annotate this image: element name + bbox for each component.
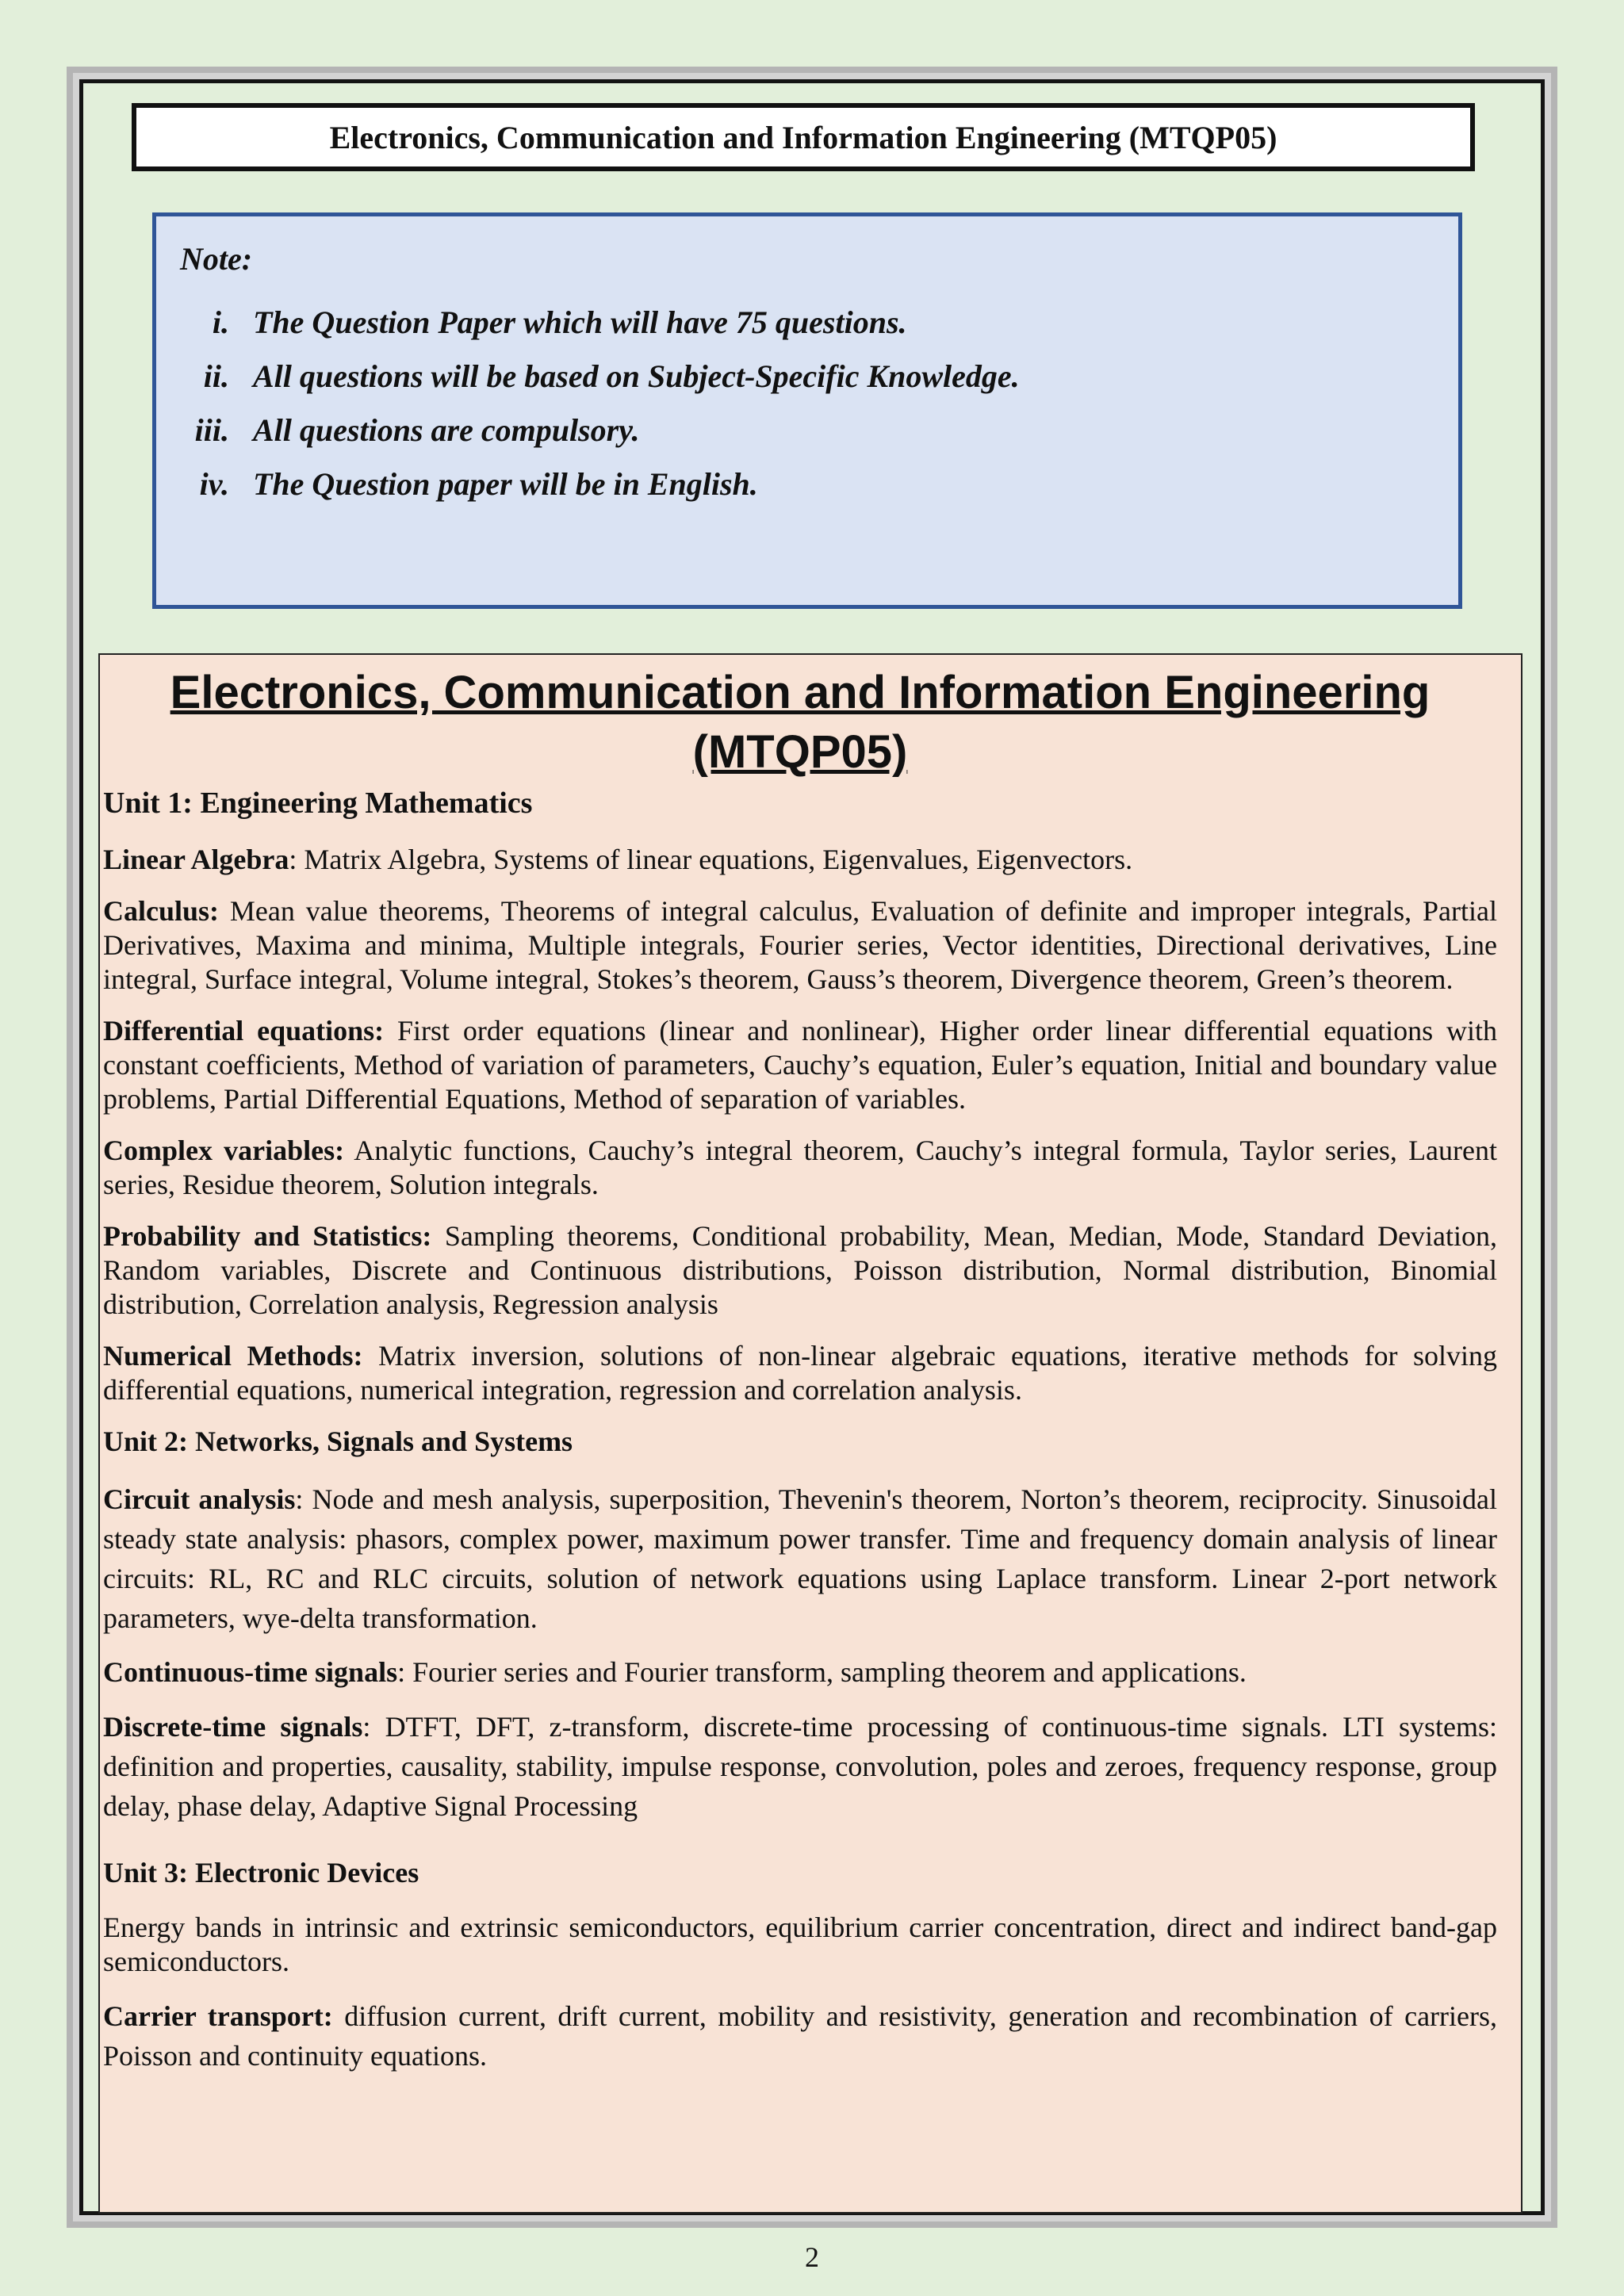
- topic-label: Probability and Statistics:: [103, 1219, 432, 1252]
- topic-label: Calculus:: [103, 894, 220, 927]
- note-item-number: iii.: [194, 411, 229, 448]
- topic-label: Carrier transport:: [103, 1999, 333, 2032]
- topic-label: Linear Algebra: [103, 843, 289, 875]
- topic-paragraph: [103, 1339, 1497, 1407]
- topic-label: Circuit analysis: [103, 1483, 296, 1515]
- topic-label: Discrete-time signals: [103, 1710, 363, 1743]
- topic-label: Continuous-time signals: [103, 1655, 398, 1688]
- topic-separator: [384, 1015, 397, 1047]
- topic-paragraph: [103, 1996, 1497, 2076]
- note-box: [152, 212, 1462, 609]
- topic-text: diffusion current, drift current, mobility and resistivity, generation and recombination of carriers, Poisson and continuity equations.: [103, 1999, 1498, 2072]
- note-item: [180, 295, 1458, 349]
- topic-text: Node and mesh analysis, superposition, Thevenin's theorem, Norton’s theorem, reciprocity. Sinusoidal steady state analysis: phasors, complex power, maximum power transfer. Time and frequency domain analysis of linear circuits: RL, RC and RLC circuits, solution of network equations using Laplace transform. Linear 2-port network parameters, wye-delta transformation.: [103, 1483, 1497, 1634]
- topic-separator: [344, 1135, 354, 1166]
- note-item-number: i.: [212, 304, 229, 340]
- note-label: Note:: [180, 241, 253, 277]
- topic-separator: :: [397, 1655, 413, 1688]
- note-item-text: All questions are compulsory.: [253, 411, 640, 448]
- topic-text: Analytic functions, Cauchy’s integral theorem, Cauchy’s integral formula, Taylor series, Laurent series, Residue theorem, Solution integrals.: [103, 1134, 1498, 1200]
- topic-paragraph: [103, 843, 1497, 877]
- topic-text: Energy bands in intrinsic and extrinsic semiconductors, equilibrium carrier concentration, direct and indirect band-gap semiconductors.: [103, 1911, 1497, 1977]
- syllabus-title: Electronics, Communication and Information Engineering (MTQP05): [170, 667, 1431, 779]
- topic-separator: :: [289, 843, 304, 875]
- topic-paragraph: [103, 1911, 1497, 1979]
- topic-text: Matrix inversion, solutions of non-linear algebraic equations, iterative methods for solving differential equations, numerical integration, regression and correlation analysis.: [103, 1339, 1498, 1406]
- topic-separator: [431, 1220, 444, 1252]
- topic-separator: [333, 2000, 344, 2032]
- unit-heading: Unit 3: Electronic Devices: [103, 1856, 419, 1888]
- note-item: [180, 403, 1458, 457]
- syllabus-box: [98, 653, 1522, 2214]
- note-item-text: All questions will be based on Subject-Specific Knowledge.: [253, 358, 1020, 394]
- topic-text: DTFT, DFT, z-transform, discrete-time processing of continuous-time signals. LTI systems: definition and properties, causality, stability, impulse response, convolution, poles and zeroes, frequency response, group delay, phase delay, Adaptive Signal Processing: [103, 1710, 1497, 1822]
- topic-label: Differential equations:: [103, 1014, 385, 1047]
- topic-separator: :: [362, 1710, 385, 1743]
- topic-paragraph: [103, 1219, 1497, 1322]
- topic-paragraph: [103, 1134, 1497, 1202]
- note-item-number: ii.: [203, 358, 229, 394]
- note-item-text: The Question paper will be in English.: [253, 465, 758, 502]
- unit-heading: Unit 2: Networks, Signals and Systems: [103, 1425, 573, 1457]
- topic-text: Matrix Algebra, Systems of linear equations, Eigenvalues, Eigenvectors.: [304, 843, 1133, 875]
- note-item: [180, 457, 1458, 511]
- topic-text: Fourier series and Fourier transform, sampling theorem and applications.: [412, 1655, 1247, 1688]
- topic-separator: [219, 895, 230, 927]
- topic-paragraph: [103, 1479, 1497, 1638]
- topic-text: First order equations (linear and nonlinear), Higher order linear differential equations with constant coefficients, Method of variation of parameters, Cauchy’s equation, Euler’s equation, Initial and boundary value problems, Partial Differential Equations, Method of separation of variables.: [103, 1014, 1498, 1115]
- header-title-box: [132, 103, 1475, 171]
- topic-separator: :: [295, 1483, 312, 1515]
- note-item-number: iv.: [199, 465, 229, 502]
- topic-text: Sampling theorems, Conditional probability, Mean, Median, Mode, Standard Deviation, Random variables, Discrete and Continuous distributions, Poisson distribution, Normal distribution, Binomial distribution, Correlation analysis, Regression analysis: [103, 1219, 1498, 1320]
- topic-text: Mean value theorems, Theorems of integral calculus, Evaluation of definite and improper integrals, Partial Derivatives, Maxima and minima, Multiple integrals, Fourier series, Vector identities, Directional derivatives, Line integral, Surface integral, Volume integral, Stokes’s theorem, Gauss’s theorem, Divergence theorem, Green’s theorem.: [103, 894, 1497, 995]
- unit-heading: Unit 1: Engineering Mathematics: [103, 786, 533, 820]
- topic-paragraph: [103, 1655, 1497, 1689]
- page-number: 2: [805, 2241, 819, 2273]
- note-item-text: The Question Paper which will have 75 questions.: [253, 304, 907, 340]
- topic-paragraph: [103, 1014, 1497, 1116]
- topic-paragraph: [103, 1707, 1497, 1826]
- note-item: [180, 349, 1458, 403]
- topic-label: Numerical Methods:: [103, 1339, 363, 1372]
- topic-paragraph: [103, 894, 1497, 997]
- topic-label: Complex variables:: [103, 1134, 345, 1166]
- header-title: Electronics, Communication and Information Engineering (MTQP05): [329, 119, 1277, 155]
- topic-separator: [362, 1340, 378, 1372]
